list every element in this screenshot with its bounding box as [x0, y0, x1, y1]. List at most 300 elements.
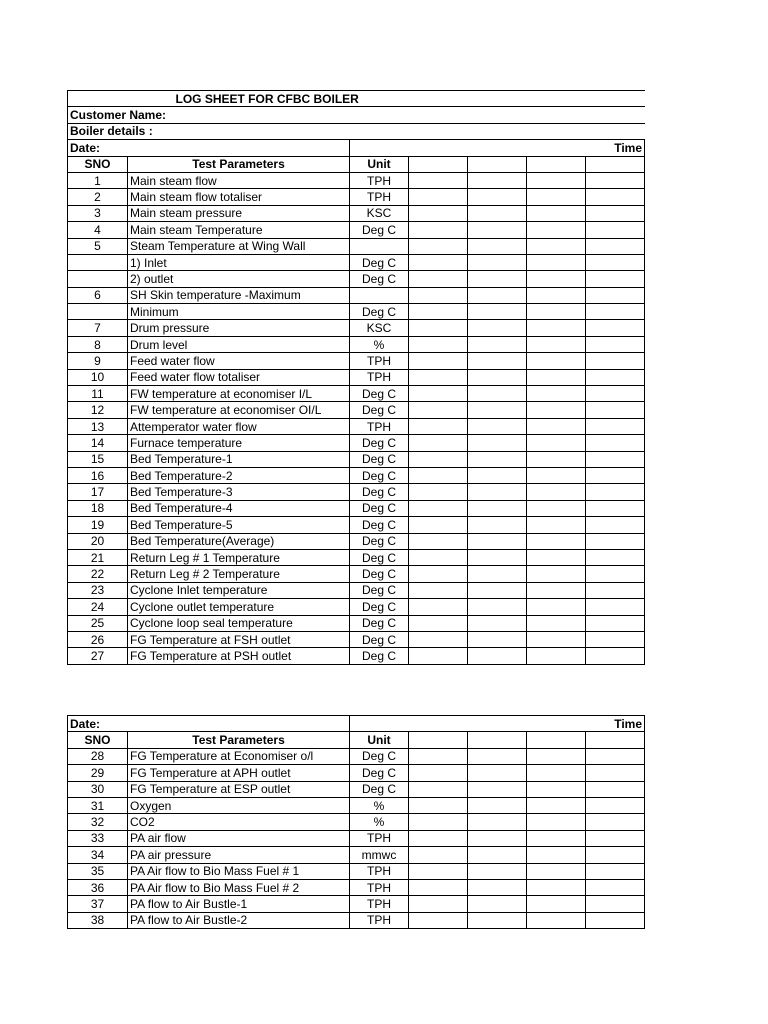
- sno-cell: 25: [68, 615, 128, 631]
- param-cell: Furnace temperature: [128, 435, 350, 451]
- reading-input-cell[interactable]: [409, 386, 468, 402]
- reading-input-cell[interactable]: [527, 517, 586, 533]
- reading-input-cell[interactable]: [468, 879, 527, 895]
- reading-input-cell[interactable]: [468, 484, 527, 500]
- reading-input-cell[interactable]: [468, 402, 527, 418]
- sno-cell: 19: [68, 517, 128, 533]
- sno-cell: 38: [68, 912, 128, 928]
- reading-input-cell[interactable]: [468, 336, 527, 352]
- reading-input-cell[interactable]: [586, 631, 645, 647]
- sno-cell: 6: [68, 287, 128, 303]
- reading-input-cell[interactable]: [586, 353, 645, 369]
- unit-cell: Deg C: [350, 222, 409, 238]
- reading-input-cell[interactable]: [468, 582, 527, 598]
- reading-input-cell[interactable]: [468, 566, 527, 582]
- param-cell: Drum level: [128, 336, 350, 352]
- sno-cell: 18: [68, 500, 128, 516]
- reading-input-cell[interactable]: [527, 254, 586, 270]
- param-cell: Main steam pressure: [128, 205, 350, 221]
- unit-cell: TPH: [350, 879, 409, 895]
- reading-input-cell[interactable]: [468, 500, 527, 516]
- reading-input-cell[interactable]: [468, 304, 527, 320]
- sno-cell: 9: [68, 353, 128, 369]
- reading-input-cell[interactable]: [586, 863, 645, 879]
- reading-input-cell[interactable]: [527, 451, 586, 467]
- unit-cell: [350, 287, 409, 303]
- sheet-title: LOG SHEET FOR CFBC BOILER: [128, 91, 645, 107]
- unit-cell: Deg C: [350, 648, 409, 664]
- header-row: [68, 156, 645, 172]
- reading-input-cell[interactable]: [586, 205, 645, 221]
- unit-cell: Deg C: [350, 599, 409, 615]
- table-row: [68, 879, 645, 895]
- reading-input-cell[interactable]: [586, 648, 645, 664]
- param-cell: 2) outlet: [128, 271, 350, 287]
- reading-input-cell[interactable]: [527, 287, 586, 303]
- reading-input-cell[interactable]: [409, 648, 468, 664]
- reading-input-cell[interactable]: [586, 467, 645, 483]
- reading-input-cell[interactable]: [409, 549, 468, 565]
- param-cell: Main steam flow: [128, 172, 350, 188]
- table-row: [68, 222, 645, 238]
- reading-input-cell[interactable]: [527, 435, 586, 451]
- table-row: [68, 549, 645, 565]
- param-cell: Bed Temperature-2: [128, 467, 350, 483]
- reading-input-cell[interactable]: [409, 467, 468, 483]
- sno-header: SNO: [68, 732, 128, 748]
- reading-input-cell[interactable]: [527, 353, 586, 369]
- reading-input-cell[interactable]: [409, 566, 468, 582]
- unit-cell: Deg C: [350, 451, 409, 467]
- reading-input-cell[interactable]: [409, 320, 468, 336]
- sno-cell: 15: [68, 451, 128, 467]
- reading-input-cell[interactable]: [409, 517, 468, 533]
- reading-input-cell[interactable]: [409, 369, 468, 385]
- reading-input-cell[interactable]: [468, 287, 527, 303]
- sno-cell: 1: [68, 172, 128, 188]
- unit-cell: Deg C: [350, 631, 409, 647]
- reading-input-cell[interactable]: [468, 369, 527, 385]
- reading-input-cell[interactable]: [586, 615, 645, 631]
- param-cell: FG Temperature at APH outlet: [128, 765, 350, 781]
- sno-cell: 8: [68, 336, 128, 352]
- reading-input-cell[interactable]: [527, 912, 586, 928]
- reading-input-cell[interactable]: [586, 797, 645, 813]
- table-row: [68, 847, 645, 863]
- reading-input-cell[interactable]: [586, 402, 645, 418]
- param-cell: Main steam Temperature: [128, 222, 350, 238]
- reading-input-cell[interactable]: [409, 582, 468, 598]
- reading-input-cell[interactable]: [468, 615, 527, 631]
- reading-input-cell[interactable]: [586, 500, 645, 516]
- sno-cell: 13: [68, 418, 128, 434]
- reading-input-cell[interactable]: [468, 238, 527, 254]
- reading-input-cell[interactable]: [468, 631, 527, 647]
- log-table-2: [67, 715, 645, 929]
- time-slot-cell[interactable]: [586, 156, 645, 172]
- reading-input-cell[interactable]: [586, 336, 645, 352]
- param-cell: Cyclone loop seal temperature: [128, 615, 350, 631]
- reading-input-cell[interactable]: [409, 353, 468, 369]
- reading-input-cell[interactable]: [527, 879, 586, 895]
- reading-input-cell[interactable]: [586, 566, 645, 582]
- reading-input-cell[interactable]: [586, 599, 645, 615]
- reading-input-cell[interactable]: [409, 830, 468, 846]
- reading-input-cell[interactable]: [527, 467, 586, 483]
- reading-input-cell[interactable]: [468, 830, 527, 846]
- reading-input-cell[interactable]: [527, 205, 586, 221]
- reading-input-cell[interactable]: [409, 238, 468, 254]
- param-cell: Cyclone outlet temperature: [128, 599, 350, 615]
- reading-input-cell[interactable]: [468, 549, 527, 565]
- table-row: [68, 863, 645, 879]
- param-cell: Return Leg # 1 Temperature: [128, 549, 350, 565]
- unit-cell: Deg C: [350, 386, 409, 402]
- reading-input-cell[interactable]: [468, 451, 527, 467]
- reading-input-cell[interactable]: [409, 765, 468, 781]
- reading-input-cell[interactable]: [527, 765, 586, 781]
- reading-input-cell[interactable]: [409, 533, 468, 549]
- unit-cell: Deg C: [350, 304, 409, 320]
- reading-input-cell[interactable]: [586, 748, 645, 764]
- reading-input-cell[interactable]: [527, 402, 586, 418]
- param-cell: Return Leg # 2 Temperature: [128, 566, 350, 582]
- reading-input-cell[interactable]: [468, 814, 527, 830]
- reading-input-cell[interactable]: [527, 631, 586, 647]
- table-row: [68, 599, 645, 615]
- sno-cell: 27: [68, 648, 128, 664]
- reading-input-cell[interactable]: [409, 797, 468, 813]
- reading-input-cell[interactable]: [409, 599, 468, 615]
- reading-input-cell[interactable]: [586, 847, 645, 863]
- reading-input-cell[interactable]: [468, 765, 527, 781]
- sno-cell: 35: [68, 863, 128, 879]
- reading-input-cell[interactable]: [527, 863, 586, 879]
- reading-input-cell[interactable]: [409, 863, 468, 879]
- unit-cell: TPH: [350, 353, 409, 369]
- reading-input-cell[interactable]: [468, 320, 527, 336]
- sno-cell: 7: [68, 320, 128, 336]
- reading-input-cell[interactable]: [409, 271, 468, 287]
- reading-input-cell[interactable]: [409, 847, 468, 863]
- unit-cell: Deg C: [350, 271, 409, 287]
- unit-cell: TPH: [350, 830, 409, 846]
- table-row: [68, 238, 645, 254]
- reading-input-cell[interactable]: [409, 879, 468, 895]
- reading-input-cell[interactable]: [468, 205, 527, 221]
- reading-input-cell[interactable]: [527, 238, 586, 254]
- table-row: [68, 566, 645, 582]
- sno-cell: 33: [68, 830, 128, 846]
- reading-input-cell[interactable]: [586, 418, 645, 434]
- reading-input-cell[interactable]: [409, 500, 468, 516]
- unit-cell: Deg C: [350, 781, 409, 797]
- reading-input-cell[interactable]: [586, 879, 645, 895]
- reading-input-cell[interactable]: [409, 402, 468, 418]
- reading-input-cell[interactable]: [586, 238, 645, 254]
- table-row: [68, 896, 645, 912]
- reading-input-cell[interactable]: [527, 271, 586, 287]
- reading-input-cell[interactable]: [409, 484, 468, 500]
- log-sheet-table-2: [67, 715, 645, 929]
- reading-input-cell[interactable]: [527, 369, 586, 385]
- reading-input-cell[interactable]: [409, 222, 468, 238]
- unit-cell: %: [350, 814, 409, 830]
- reading-input-cell[interactable]: [527, 797, 586, 813]
- table-row: [68, 205, 645, 221]
- reading-input-cell[interactable]: [527, 847, 586, 863]
- reading-input-cell[interactable]: [586, 222, 645, 238]
- param-cell: PA air pressure: [128, 847, 350, 863]
- reading-input-cell[interactable]: [527, 830, 586, 846]
- time-slot-cell[interactable]: [409, 732, 468, 748]
- reading-input-cell[interactable]: [527, 418, 586, 434]
- reading-input-cell[interactable]: [409, 435, 468, 451]
- reading-input-cell[interactable]: [586, 320, 645, 336]
- table-row: [68, 830, 645, 846]
- sno-cell: 4: [68, 222, 128, 238]
- reading-input-cell[interactable]: [586, 533, 645, 549]
- table-row: [68, 582, 645, 598]
- table-row: [68, 912, 645, 928]
- time-slot-cell[interactable]: [586, 732, 645, 748]
- param-cell: FG Temperature at PSH outlet: [128, 648, 350, 664]
- sno-cell: 29: [68, 765, 128, 781]
- boiler-details-label: Boiler details :: [68, 123, 645, 139]
- param-cell: Bed Temperature-5: [128, 517, 350, 533]
- reading-input-cell[interactable]: [586, 896, 645, 912]
- unit-cell: TPH: [350, 863, 409, 879]
- param-cell: Minimum: [128, 304, 350, 320]
- unit-cell: Deg C: [350, 582, 409, 598]
- reading-input-cell[interactable]: [586, 517, 645, 533]
- reading-input-cell[interactable]: [586, 451, 645, 467]
- reading-input-cell[interactable]: [527, 304, 586, 320]
- time-slot-cell[interactable]: [468, 156, 527, 172]
- unit-cell: TPH: [350, 896, 409, 912]
- reading-input-cell[interactable]: [468, 467, 527, 483]
- param-cell: PA Air flow to Bio Mass Fuel # 1: [128, 863, 350, 879]
- table-row: [68, 287, 645, 303]
- reading-input-cell[interactable]: [409, 631, 468, 647]
- sno-cell: [68, 271, 128, 287]
- reading-input-cell[interactable]: [527, 814, 586, 830]
- reading-input-cell[interactable]: [468, 797, 527, 813]
- table-row: [68, 648, 645, 664]
- param-cell: PA Air flow to Bio Mass Fuel # 2: [128, 879, 350, 895]
- param-cell: SH Skin temperature -Maximum: [128, 287, 350, 303]
- reading-input-cell[interactable]: [586, 765, 645, 781]
- unit-cell: Deg C: [350, 484, 409, 500]
- param-cell: FG Temperature at Economiser o/l: [128, 748, 350, 764]
- reading-input-cell[interactable]: [527, 582, 586, 598]
- reading-input-cell[interactable]: [586, 304, 645, 320]
- table-row: [68, 320, 645, 336]
- reading-input-cell[interactable]: [586, 912, 645, 928]
- param-header: Test Parameters: [128, 732, 350, 748]
- table-row: [68, 467, 645, 483]
- reading-input-cell[interactable]: [409, 781, 468, 797]
- sno-cell: 32: [68, 814, 128, 830]
- reading-input-cell[interactable]: [527, 748, 586, 764]
- param-header: Test Parameters: [128, 156, 350, 172]
- reading-input-cell[interactable]: [527, 222, 586, 238]
- table-row: [68, 748, 645, 764]
- param-cell: Steam Temperature at Wing Wall: [128, 238, 350, 254]
- reading-input-cell[interactable]: [527, 500, 586, 516]
- unit-cell: TPH: [350, 418, 409, 434]
- param-cell: PA flow to Air Bustle-1: [128, 896, 350, 912]
- reading-input-cell[interactable]: [586, 484, 645, 500]
- table-row: [68, 631, 645, 647]
- reading-input-cell[interactable]: [586, 549, 645, 565]
- reading-input-cell[interactable]: [409, 896, 468, 912]
- reading-input-cell[interactable]: [527, 484, 586, 500]
- table-row: [68, 765, 645, 781]
- reading-input-cell[interactable]: [409, 254, 468, 270]
- param-cell: Bed Temperature-1: [128, 451, 350, 467]
- reading-input-cell[interactable]: [586, 172, 645, 188]
- param-cell: Drum pressure: [128, 320, 350, 336]
- table-row: [68, 172, 645, 188]
- reading-input-cell[interactable]: [468, 517, 527, 533]
- reading-input-cell[interactable]: [586, 386, 645, 402]
- reading-input-cell[interactable]: [586, 287, 645, 303]
- reading-input-cell[interactable]: [409, 205, 468, 221]
- sno-cell: 36: [68, 879, 128, 895]
- reading-input-cell[interactable]: [468, 847, 527, 863]
- reading-input-cell[interactable]: [527, 189, 586, 205]
- time-slot-cell[interactable]: [409, 156, 468, 172]
- reading-input-cell[interactable]: [468, 418, 527, 434]
- unit-cell: Deg C: [350, 748, 409, 764]
- unit-cell: KSC: [350, 320, 409, 336]
- reading-input-cell[interactable]: [527, 336, 586, 352]
- reading-input-cell[interactable]: [586, 254, 645, 270]
- reading-input-cell[interactable]: [468, 912, 527, 928]
- reading-input-cell[interactable]: [527, 386, 586, 402]
- table-row: [68, 500, 645, 516]
- reading-input-cell[interactable]: [468, 863, 527, 879]
- reading-input-cell[interactable]: [409, 615, 468, 631]
- reading-input-cell[interactable]: [468, 533, 527, 549]
- reading-input-cell[interactable]: [527, 566, 586, 582]
- reading-input-cell[interactable]: [586, 189, 645, 205]
- table-row: [68, 402, 645, 418]
- sno-cell: 26: [68, 631, 128, 647]
- reading-input-cell[interactable]: [409, 748, 468, 764]
- reading-input-cell[interactable]: [409, 814, 468, 830]
- reading-input-cell[interactable]: [586, 781, 645, 797]
- unit-cell: Deg C: [350, 566, 409, 582]
- reading-input-cell[interactable]: [468, 896, 527, 912]
- reading-input-cell[interactable]: [409, 172, 468, 188]
- table-row: [68, 369, 645, 385]
- sno-cell: 30: [68, 781, 128, 797]
- reading-input-cell[interactable]: [409, 336, 468, 352]
- unit-cell: Deg C: [350, 765, 409, 781]
- unit-cell: %: [350, 336, 409, 352]
- time-slot-cell[interactable]: [527, 732, 586, 748]
- reading-input-cell[interactable]: [527, 896, 586, 912]
- table-row: [68, 484, 645, 500]
- unit-cell: TPH: [350, 189, 409, 205]
- reading-input-cell[interactable]: [468, 353, 527, 369]
- sno-cell: 37: [68, 896, 128, 912]
- unit-cell: Deg C: [350, 549, 409, 565]
- reading-input-cell[interactable]: [468, 435, 527, 451]
- reading-input-cell[interactable]: [468, 172, 527, 188]
- sno-cell: 10: [68, 369, 128, 385]
- reading-input-cell[interactable]: [468, 781, 527, 797]
- unit-cell: Deg C: [350, 500, 409, 516]
- reading-input-cell[interactable]: [409, 189, 468, 205]
- reading-input-cell[interactable]: [527, 648, 586, 664]
- param-cell: Feed water flow totaliser: [128, 369, 350, 385]
- time-slot-cell[interactable]: [527, 156, 586, 172]
- reading-input-cell[interactable]: [468, 386, 527, 402]
- reading-input-cell[interactable]: [409, 451, 468, 467]
- table-row: [68, 254, 645, 270]
- time-slot-cell[interactable]: [468, 732, 527, 748]
- sno-cell: 20: [68, 533, 128, 549]
- param-cell: FW temperature at economiser OI/L: [128, 402, 350, 418]
- table-row: [68, 615, 645, 631]
- boiler-row: [68, 123, 645, 139]
- param-cell: Feed water flow: [128, 353, 350, 369]
- reading-input-cell[interactable]: [586, 271, 645, 287]
- unit-cell: %: [350, 797, 409, 813]
- reading-input-cell[interactable]: [468, 189, 527, 205]
- reading-input-cell[interactable]: [586, 582, 645, 598]
- reading-input-cell[interactable]: [409, 418, 468, 434]
- unit-cell: Deg C: [350, 402, 409, 418]
- reading-input-cell[interactable]: [527, 172, 586, 188]
- reading-input-cell[interactable]: [527, 549, 586, 565]
- reading-input-cell[interactable]: [586, 830, 645, 846]
- reading-input-cell[interactable]: [468, 254, 527, 270]
- reading-input-cell[interactable]: [409, 304, 468, 320]
- sno-cell: 22: [68, 566, 128, 582]
- table-row: [68, 435, 645, 451]
- param-cell: FW temperature at economiser I/L: [128, 386, 350, 402]
- table-row: [68, 517, 645, 533]
- reading-input-cell[interactable]: [527, 533, 586, 549]
- reading-input-cell[interactable]: [527, 615, 586, 631]
- table-row: [68, 353, 645, 369]
- reading-input-cell[interactable]: [527, 781, 586, 797]
- reading-input-cell[interactable]: [586, 369, 645, 385]
- reading-input-cell[interactable]: [527, 320, 586, 336]
- reading-input-cell[interactable]: [586, 435, 645, 451]
- time-label: Time: [350, 716, 645, 732]
- reading-input-cell[interactable]: [468, 748, 527, 764]
- table-row: [68, 418, 645, 434]
- reading-input-cell[interactable]: [586, 814, 645, 830]
- reading-input-cell[interactable]: [527, 599, 586, 615]
- param-cell: FG Temperature at ESP outlet: [128, 781, 350, 797]
- customer-name-label: Customer Name:: [68, 107, 645, 123]
- reading-input-cell[interactable]: [468, 222, 527, 238]
- reading-input-cell[interactable]: [409, 912, 468, 928]
- reading-input-cell[interactable]: [468, 599, 527, 615]
- sno-cell: [68, 254, 128, 270]
- reading-input-cell[interactable]: [468, 648, 527, 664]
- reading-input-cell[interactable]: [468, 271, 527, 287]
- param-cell: Bed Temperature(Average): [128, 533, 350, 549]
- reading-input-cell[interactable]: [409, 287, 468, 303]
- table-row: [68, 189, 645, 205]
